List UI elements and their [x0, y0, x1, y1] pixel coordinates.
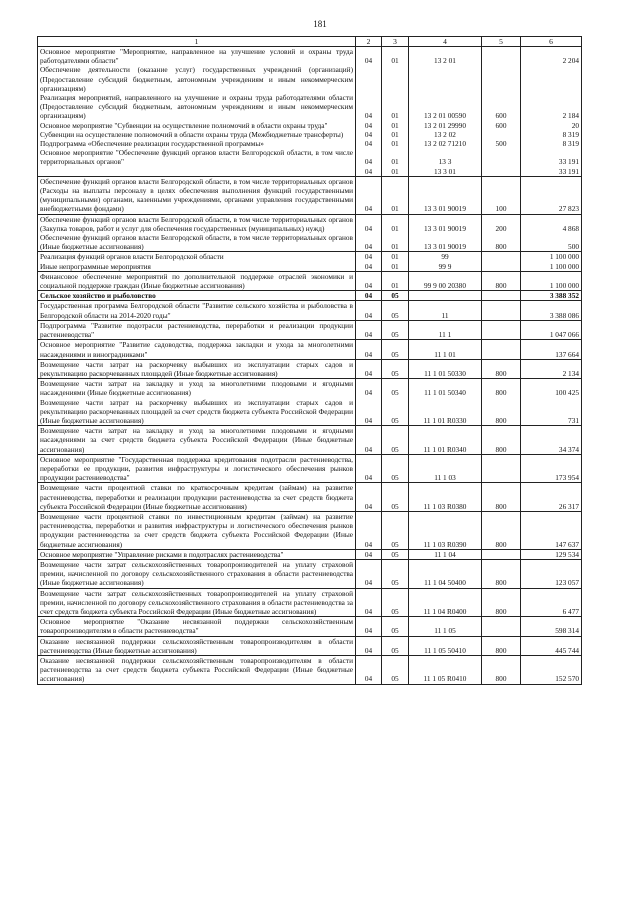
- row-description: Реализация функций органов власти Белгородской области: [38, 252, 356, 262]
- row-expense-type: 100: [482, 176, 521, 214]
- table-row: [38, 656, 582, 685]
- row-expense-type: 800: [482, 359, 521, 378]
- row-subsection: 05: [382, 398, 409, 426]
- row-description: Основное мероприятие "Оказание несвязанной поддержки сельскохозяйственным товаропроизводителям в области растениеводства": [38, 617, 356, 636]
- table-row: [38, 262, 582, 272]
- row-target-article: 13 3 01: [409, 167, 482, 177]
- row-description: Иные непрограммные мероприятия: [38, 262, 356, 272]
- row-description: Возмещение части затрат на закладку и уход за многолетними плодовыми и ягодными насаждениями за счет средств бюджета субъекта Российской Федерации (Иные бюджетные ассигнования): [38, 426, 356, 455]
- row-expense-type: 800: [482, 426, 521, 455]
- row-amount: [521, 65, 582, 93]
- row-target-article: 11 1 03 R0390: [409, 511, 482, 549]
- table-row: [38, 454, 582, 483]
- row-subsection: 05: [382, 549, 409, 559]
- row-description: Обеспечение функций органов власти Белгородской области, в том числе территориальных органов (Расходы на выплаты персоналу в целях обеспечения выполнения функций государственными (муниципальными) органами, казенными учреждениями, органами управления государственными внебюджетными фондами): [38, 176, 356, 214]
- row-amount: 598 314: [521, 617, 582, 636]
- row-target-article: 11 1 04: [409, 549, 482, 559]
- row-description: Возмещение части затрат сельскохозяйственных товаропроизводителей на уплату страховой премии, начисленной по договору сельскохозяйственного страхования в области растениеводства за счет средств бюджета субъекта Российской Федерации (Иные бюджетные ассигнования): [38, 588, 356, 617]
- row-description: Основное мероприятие "Государственная поддержка кредитования подотрасли растениеводства, переработки ее продукции, развития инфраструктуры и логистического обеспечения рынков продукции растениеводства": [38, 454, 356, 483]
- row-amount: 3 388 086: [521, 301, 582, 320]
- row-subsection: 05: [382, 656, 409, 685]
- row-expense-type: [482, 301, 521, 320]
- header-cell: 6: [521, 37, 582, 47]
- row-target-article: 13 3 01 90019: [409, 233, 482, 252]
- row-expense-type: 800: [482, 271, 521, 290]
- table-row: [38, 340, 582, 359]
- table-row: [38, 398, 582, 426]
- row-target-article: 13 3: [409, 148, 482, 166]
- row-expense-type: 800: [482, 379, 521, 398]
- row-description: Основное мероприятие "Обеспечение функций органов власти Белгородской области, в том числе территориальных органов": [38, 148, 356, 166]
- header-cell: 5: [482, 37, 521, 47]
- row-expense-type: [482, 252, 521, 262]
- row-amount: 123 057: [521, 559, 582, 588]
- table-row: [38, 176, 582, 214]
- row-description: Сельское хозяйство и рыболовство: [38, 291, 356, 301]
- row-description: Оказание несвязанной поддержки сельскохозяйственным товаропроизводителям в области растениеводства за счет средств бюджета субъекта Российской Федерации (Иные бюджетные ассигнования): [38, 656, 356, 685]
- row-target-article: 13 2 02 71210: [409, 139, 482, 148]
- row-expense-type: [482, 167, 521, 177]
- row-description: Обеспечение функций органов власти Белгородской области, в том числе территориальных органов (Иные бюджетные ассигнования): [38, 233, 356, 252]
- row-description: Возмещение части затрат сельскохозяйственных товаропроизводителей на уплату страховой премии, начисленной по договору сельскохозяйственного страхования в области растениеводства (Иные бюджетные ассигнования): [38, 559, 356, 588]
- row-description: Обеспечение функций органов власти Белгородской области, в том числе территориальных органов (Закупка товаров, работ и услуг для обеспечения государственных (муниципальных) нужд): [38, 214, 356, 233]
- row-subsection: 05: [382, 320, 409, 339]
- row-expense-type: [482, 320, 521, 339]
- row-section: 04: [356, 291, 382, 301]
- row-amount: 20: [521, 121, 582, 130]
- row-target-article: 11 1 05: [409, 617, 482, 636]
- row-target-article: 99: [409, 252, 482, 262]
- row-subsection: 05: [382, 588, 409, 617]
- row-target-article: 11 1 03 R0380: [409, 483, 482, 512]
- row-section: 04: [356, 320, 382, 339]
- row-subsection: 01: [382, 130, 409, 139]
- row-amount: 1 100 000: [521, 271, 582, 290]
- row-target-article: 11 1 05 50410: [409, 636, 482, 655]
- row-target-article: 13 2 01 00590: [409, 93, 482, 121]
- row-amount: 173 954: [521, 454, 582, 483]
- row-expense-type: 800: [482, 483, 521, 512]
- row-expense-type: [482, 148, 521, 166]
- row-section: 04: [356, 214, 382, 233]
- table-row: [38, 93, 582, 121]
- row-subsection: 01: [382, 121, 409, 130]
- row-description: Оказание несвязанной поддержки сельскохозяйственным товаропроизводителям в области растениеводства (Иные бюджетные ассигнования): [38, 636, 356, 655]
- table-row: [38, 291, 582, 301]
- row-section: 04: [356, 148, 382, 166]
- row-amount: 137 664: [521, 340, 582, 359]
- row-expense-type: 500: [482, 139, 521, 148]
- table-row: [38, 139, 582, 148]
- row-target-article: 11 1 01 R0340: [409, 426, 482, 455]
- table-row: [38, 252, 582, 262]
- row-target-article: 99 9 00 20380: [409, 271, 482, 290]
- row-expense-type: [482, 340, 521, 359]
- row-subsection: 01: [382, 262, 409, 272]
- row-section: 04: [356, 588, 382, 617]
- row-amount: 2 134: [521, 359, 582, 378]
- row-target-article: [409, 291, 482, 301]
- row-expense-type: 800: [482, 511, 521, 549]
- page-number: 181: [313, 19, 327, 29]
- row-amount: 33 191: [521, 167, 582, 177]
- row-subsection: 01: [382, 176, 409, 214]
- row-description: Возмещение части процентной ставки по краткосрочным кредитам (займам) на развитие растениеводства, переработки и реализации продукции растениеводства за счет средств бюджета субъекта Российской Федерации (Иные бюджетные ассигнования): [38, 483, 356, 512]
- budget-table: [37, 36, 582, 685]
- row-subsection: 05: [382, 426, 409, 455]
- table-row: [38, 47, 582, 66]
- row-target-article: 11 1 04 50400: [409, 559, 482, 588]
- row-target-article: 13 3 01 90019: [409, 176, 482, 214]
- row-section: 04: [356, 359, 382, 378]
- row-target-article: 13 3 01 90019: [409, 214, 482, 233]
- table-row: [38, 233, 582, 252]
- row-description: Финансовое обеспечение мероприятий по дополнительной поддержке отраслей экономики и социальной поддержке граждан (Иные бюджетные ассигнования): [38, 271, 356, 290]
- table-row: [38, 617, 582, 636]
- row-target-article: 11 1 04 R0400: [409, 588, 482, 617]
- row-target-article: 99 9: [409, 262, 482, 272]
- row-section: 04: [356, 549, 382, 559]
- row-amount: 27 823: [521, 176, 582, 214]
- row-amount: 152 570: [521, 656, 582, 685]
- row-expense-type: 800: [482, 636, 521, 655]
- row-section: 04: [356, 271, 382, 290]
- row-section: 04: [356, 121, 382, 130]
- row-subsection: 01: [382, 47, 409, 66]
- table-row: [38, 636, 582, 655]
- row-amount: 500: [521, 233, 582, 252]
- row-subsection: 01: [382, 93, 409, 121]
- row-expense-type: 600: [482, 93, 521, 121]
- row-expense-type: [482, 617, 521, 636]
- row-description: Государственная программа Белгородской области "Развитие сельского хозяйства и рыболовства в Белгородской области на 2014-2020 годы": [38, 301, 356, 320]
- row-target-article: 11 1 01 50330: [409, 359, 482, 378]
- row-amount: 445 744: [521, 636, 582, 655]
- row-subsection: 01: [382, 214, 409, 233]
- row-section: [356, 65, 382, 93]
- row-description: Возмещение части затрат на закладку и уход за многолетними плодовыми и ягодными насаждениями (Иные бюджетные ассигнования): [38, 379, 356, 398]
- row-section: 04: [356, 636, 382, 655]
- row-expense-type: 800: [482, 559, 521, 588]
- row-section: 04: [356, 47, 382, 66]
- row-target-article: 13 2 01: [409, 47, 482, 66]
- row-amount: 33 191: [521, 148, 582, 166]
- row-description: Основное мероприятие "Управление рисками в подотраслях растениеводства": [38, 549, 356, 559]
- row-subsection: 05: [382, 301, 409, 320]
- row-subsection: 05: [382, 617, 409, 636]
- row-section: 04: [356, 617, 382, 636]
- row-target-article: 11: [409, 301, 482, 320]
- row-target-article: [409, 65, 482, 93]
- header-cell: 3: [382, 37, 409, 47]
- table-row: [38, 426, 582, 455]
- row-subsection: 05: [382, 454, 409, 483]
- table-row: [38, 214, 582, 233]
- row-expense-type: [482, 454, 521, 483]
- row-expense-type: 200: [482, 214, 521, 233]
- row-section: 04: [356, 379, 382, 398]
- table-row: [38, 271, 582, 290]
- row-section: 04: [356, 656, 382, 685]
- row-section: 04: [356, 176, 382, 214]
- row-description: Подпрограмма "Развитие подотрасли растениеводства, переработки и реализации продукции растениеводства": [38, 320, 356, 339]
- row-description: Основное мероприятие "Развитие садоводства, поддержка закладки и ухода за многолетними насаждениями и виноградниками": [38, 340, 356, 359]
- row-expense-type: 600: [482, 121, 521, 130]
- row-subsection: 01: [382, 271, 409, 290]
- row-amount: 8 319: [521, 130, 582, 139]
- row-expense-type: [482, 291, 521, 301]
- row-amount: 1 100 000: [521, 252, 582, 262]
- row-section: 04: [356, 130, 382, 139]
- row-description: Возмещение части затрат на раскорчевку выбывших из эксплуатации старых садов и рекультивацию раскорчеванных площадей за счет средств бюджета субъекта Российской Федерации (Иные бюджетные ассигнования): [38, 398, 356, 426]
- row-subsection: 05: [382, 511, 409, 549]
- row-section: 04: [356, 233, 382, 252]
- row-target-article: 11 1 01 50340: [409, 379, 482, 398]
- row-subsection: 01: [382, 148, 409, 166]
- header-row: [38, 37, 582, 47]
- row-amount: 6 477: [521, 588, 582, 617]
- row-amount: 26 317: [521, 483, 582, 512]
- row-description: Основное мероприятие "Субвенции на осуществление полномочий в области охраны труда": [38, 121, 356, 130]
- row-expense-type: 800: [482, 398, 521, 426]
- row-section: 04: [356, 426, 382, 455]
- row-amount: 129 534: [521, 549, 582, 559]
- row-section: 04: [356, 252, 382, 262]
- row-target-article: 13 2 02: [409, 130, 482, 139]
- row-expense-type: 800: [482, 656, 521, 685]
- row-subsection: 01: [382, 139, 409, 148]
- row-amount: 8 319: [521, 139, 582, 148]
- row-subsection: 05: [382, 291, 409, 301]
- row-section: 04: [356, 139, 382, 148]
- table-row: [38, 549, 582, 559]
- row-amount: 731: [521, 398, 582, 426]
- table-row: [38, 511, 582, 549]
- row-description: Основное мероприятие "Мероприятие, направленное на улучшение условий и охраны труда работодателями области": [38, 47, 356, 66]
- row-expense-type: 800: [482, 588, 521, 617]
- row-amount: 100 425: [521, 379, 582, 398]
- row-section: 04: [356, 398, 382, 426]
- row-target-article: 11 1 03: [409, 454, 482, 483]
- table-row: [38, 483, 582, 512]
- row-subsection: 05: [382, 379, 409, 398]
- table-row: [38, 167, 582, 177]
- row-expense-type: [482, 262, 521, 272]
- table-row: [38, 65, 582, 93]
- row-expense-type: 800: [482, 233, 521, 252]
- row-expense-type: [482, 549, 521, 559]
- row-subsection: [382, 65, 409, 93]
- row-subsection: 01: [382, 233, 409, 252]
- row-subsection: 01: [382, 252, 409, 262]
- row-section: 04: [356, 301, 382, 320]
- row-section: 04: [356, 167, 382, 177]
- table-row: [38, 379, 582, 398]
- header-cell: 4: [409, 37, 482, 47]
- header-cell: 1: [38, 37, 356, 47]
- row-description: Субвенции на осуществление полномочий в области охраны труда (Межбюджетные трансферты): [38, 130, 356, 139]
- table-row: [38, 301, 582, 320]
- row-description: [38, 167, 356, 177]
- row-description: Реализация мероприятий, направленного на улучшение и охраны труда работодателями области (Предоставление субсидий бюджетным, автономным учреждениям и иным некоммерческим организациям): [38, 93, 356, 121]
- row-description: Возмещение части затрат на раскорчевку выбывших из эксплуатации старых садов и рекультивацию раскорчеванных площадей (Иные бюджетные ассигнования): [38, 359, 356, 378]
- row-description: Возмещение части процентной ставки по инвестиционным кредитам (займам) на развитие растениеводства, переработки и развития инфраструктуры и логистического обеспечения рынков продукции растениеводства за счет средств бюджета субъекта Российской Федерации (Иные бюджетные ассигнования): [38, 511, 356, 549]
- table-row: [38, 588, 582, 617]
- row-subsection: 05: [382, 483, 409, 512]
- table-row: [38, 320, 582, 339]
- row-amount: 3 388 352: [521, 291, 582, 301]
- row-description: Обеспечение деятельности (оказание услуг) государственных учреждений (организаций) (Предоставление субсидий бюджетным, автономным учреждениям и иным некоммерческим организациям): [38, 65, 356, 93]
- row-target-article: 11 1 01: [409, 340, 482, 359]
- row-amount: 2 184: [521, 93, 582, 121]
- table-row: [38, 121, 582, 130]
- row-amount: 34 374: [521, 426, 582, 455]
- header-cell: 2: [356, 37, 382, 47]
- row-expense-type: [482, 47, 521, 66]
- row-amount: 1 100 000: [521, 262, 582, 272]
- table-row: [38, 130, 582, 139]
- row-target-article: 13 2 01 29990: [409, 121, 482, 130]
- row-amount: 1 047 066: [521, 320, 582, 339]
- row-subsection: 05: [382, 340, 409, 359]
- row-expense-type: [482, 130, 521, 139]
- row-amount: 4 868: [521, 214, 582, 233]
- row-section: 04: [356, 511, 382, 549]
- row-section: 04: [356, 559, 382, 588]
- row-section: 04: [356, 262, 382, 272]
- row-subsection: 05: [382, 636, 409, 655]
- row-amount: 147 637: [521, 511, 582, 549]
- row-section: 04: [356, 454, 382, 483]
- row-subsection: 05: [382, 359, 409, 378]
- table-row: [38, 559, 582, 588]
- row-target-article: 11 1 01 R0330: [409, 398, 482, 426]
- row-section: 04: [356, 93, 382, 121]
- row-subsection: 01: [382, 167, 409, 177]
- row-subsection: 05: [382, 559, 409, 588]
- row-section: 04: [356, 483, 382, 512]
- row-expense-type: [482, 65, 521, 93]
- row-target-article: 11 1: [409, 320, 482, 339]
- table-row: [38, 148, 582, 166]
- table-row: [38, 359, 582, 378]
- row-target-article: 11 1 05 R0410: [409, 656, 482, 685]
- row-amount: 2 204: [521, 47, 582, 66]
- row-section: 04: [356, 340, 382, 359]
- row-description: Подпрограмма «Обеспечение реализации государственной программы»: [38, 139, 356, 148]
